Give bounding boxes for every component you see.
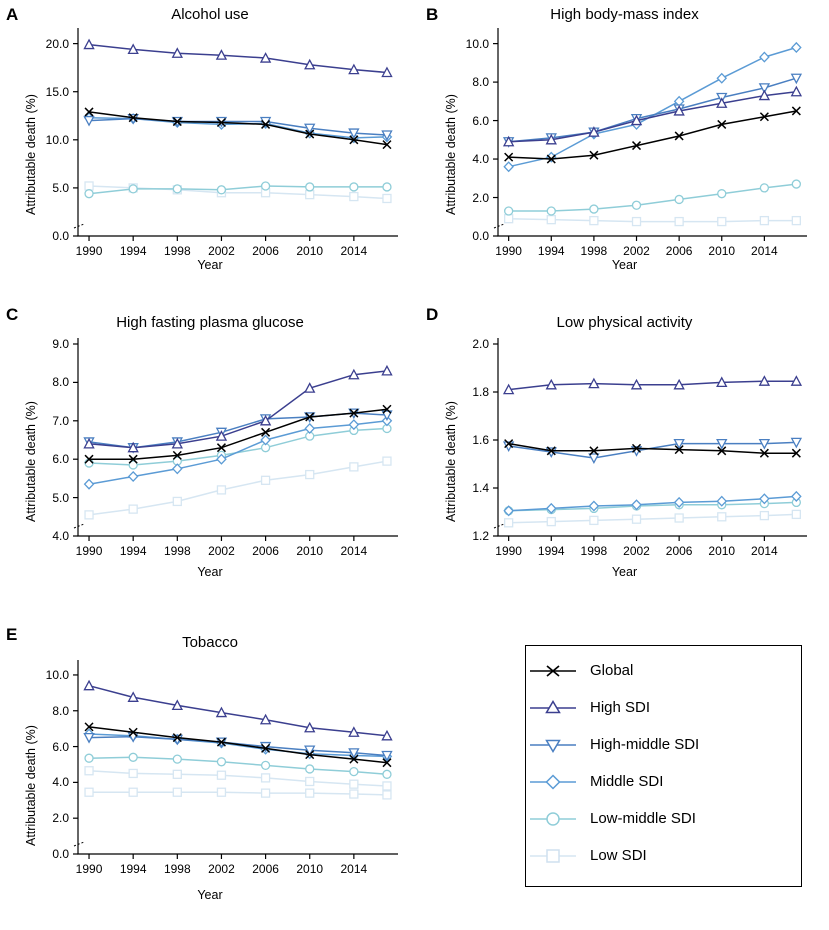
series-marker [173,788,181,796]
series-marker [383,457,391,465]
series-marker [306,471,314,479]
y-tick-label: 6.0 [52,452,69,467]
y-tick-label: 10.0 [45,132,69,147]
series-marker [261,435,270,444]
series-marker [306,789,314,797]
x-tick-label: 1990 [75,544,103,558]
y-tick-label: 8.0 [52,375,69,390]
legend-label-high-middle-sdi: High-middle SDI [590,736,700,753]
series-line [89,371,387,448]
legend-item-low-sdi [526,837,801,874]
x-tick-label: 2002 [208,544,235,558]
series-marker [760,52,769,61]
series-marker [383,782,391,790]
x-tick-label: 1994 [537,244,565,258]
panel-title-e: Tobacco [182,634,238,651]
legend-swatch-middle-sdi [526,772,580,792]
series-marker [547,153,556,162]
x-axis-label-b: Year [611,258,638,272]
series-marker [85,190,93,198]
panel-letter-e: E [6,625,18,644]
x-tick-label: 2014 [340,244,368,258]
y-tick-label: 4.0 [52,529,69,543]
series-marker [129,472,138,481]
legend-item-middle-sdi [526,763,801,800]
y-tick-label: 8.0 [472,75,489,90]
y-tick-label: 9.0 [52,337,69,351]
panel-title-c: High fasting plasma glucose [116,314,304,331]
series-marker [505,207,513,215]
x-tick-label: 2006 [665,244,693,258]
y-tick-label: 10.0 [465,36,489,51]
series-marker [84,681,93,690]
x-axis-label-d: Year [611,565,638,579]
x-axis-label-a: Year [197,258,223,272]
series-marker [590,205,598,213]
y-tick-label: 1.2 [472,529,489,543]
series-marker [305,424,314,433]
y-tick-label: 2.0 [472,337,489,351]
x-tick-label: 2010 [708,244,736,258]
y-axis-label-c: Attributable death (%) [24,401,38,522]
series-marker [383,770,391,778]
x-tick-label: 1998 [163,244,191,258]
y-tick-label: 5.0 [52,180,69,195]
x-tick-label: 1990 [495,244,522,258]
x-tick-label: 2014 [751,244,778,258]
y-tick-label: 1.6 [472,433,489,447]
x-tick-label: 2010 [296,244,324,258]
series-marker [129,505,137,513]
legend-swatch-low-sdi [526,846,580,866]
series-line [509,78,797,142]
legend-item-high-middle-sdi [526,726,801,763]
series-marker [85,754,93,762]
x-tick-label: 2002 [623,544,650,558]
y-tick-label: 0.0 [472,229,489,243]
series-marker [718,190,726,198]
series-marker [383,791,391,799]
y-tick-label: 15.0 [45,84,69,99]
series-marker [590,217,598,225]
panel-tobacco [0,610,420,910]
y-tick-label: 4.0 [52,775,69,790]
series-marker [675,195,683,203]
y-axis-label-a: Attributable death (%) [24,94,38,215]
legend-label-low-sdi: Low SDI [590,847,647,864]
series-marker [675,514,683,522]
series-marker [173,755,181,763]
x-tick-label: 2002 [208,244,235,258]
series-marker [129,185,137,193]
x-tick-label: 2006 [252,862,279,876]
y-tick-label: 10.0 [45,667,69,682]
series-marker [262,182,270,190]
legend-label-high-sdi: High SDI [590,699,651,716]
y-axis-label-b: Attributable death (%) [444,94,458,215]
series-marker [633,201,641,209]
x-axis-label-c: Year [197,565,223,579]
legend-swatch-global [526,661,580,681]
series-marker [350,193,358,201]
x-tick-label: 2014 [751,544,778,558]
series-marker [85,511,93,519]
series-marker [129,769,137,777]
legend-label-middle-sdi: Middle SDI [590,773,664,790]
series-marker [217,771,225,779]
panel-low-physical-activity [420,300,829,590]
x-tick-label: 1994 [537,544,565,558]
series-marker [717,74,726,83]
series-marker [173,770,181,778]
series-marker [547,207,555,215]
panel-high-fasting-plasma-glucose [0,300,420,590]
y-tick-label: 7.0 [52,413,69,428]
series-marker [173,185,181,193]
series-marker [675,218,683,226]
series-marker [306,191,314,199]
series-marker [792,510,800,518]
series-marker [383,183,391,191]
x-axis-label-e: Year [197,888,223,902]
y-tick-label: 0.0 [52,847,69,861]
x-tick-label: 1990 [75,862,103,876]
legend-swatch-high-middle-sdi [526,735,580,755]
legend-swatch-high-sdi [526,698,580,718]
series-marker [173,497,181,505]
panel-letter-c: C [6,305,19,324]
legend-label-low-middle-sdi: Low-middle SDI [590,810,696,827]
x-tick-label: 1994 [119,544,147,558]
series-marker [262,789,270,797]
x-tick-label: 2010 [708,544,736,558]
series-marker [350,463,358,471]
series-marker [129,753,137,761]
series-marker [792,217,800,225]
series-marker [504,162,513,171]
series-marker [262,476,270,484]
panel-alcohol-use [0,0,420,290]
legend-label-global: Global [590,662,634,679]
series-marker [547,216,555,224]
y-tick-label: 5.0 [52,490,69,505]
panel-high-bmi [420,0,829,290]
x-tick-label: 1998 [580,244,608,258]
series-marker [718,513,726,521]
y-tick-label: 20.0 [45,36,69,51]
y-axis-label-d: Attributable death (%) [444,401,458,522]
x-tick-label: 1998 [580,544,608,558]
panel-title-b: High body-mass index [550,6,699,23]
x-tick-label: 1998 [163,862,191,876]
series-marker [350,183,358,191]
series-marker [306,765,314,773]
series-marker [306,777,314,785]
x-tick-label: 2006 [665,544,693,558]
y-tick-label: 6.0 [472,113,489,128]
series-marker [792,43,801,52]
series-marker [85,480,94,489]
series-marker [760,512,768,520]
x-tick-label: 2014 [340,544,368,558]
legend-item-low-middle-sdi [526,800,801,837]
x-tick-label: 2006 [252,544,279,558]
series-marker [718,218,726,226]
y-tick-label: 4.0 [472,152,489,167]
y-tick-label: 8.0 [52,703,69,718]
panel-letter-d: D [426,305,439,324]
x-tick-label: 2002 [623,244,650,258]
series-marker [262,774,270,782]
x-tick-label: 2010 [296,862,324,876]
y-tick-label: 1.4 [472,481,489,495]
y-tick-label: 6.0 [52,739,69,754]
x-tick-label: 2006 [252,244,279,258]
x-tick-label: 1994 [119,244,147,258]
x-tick-label: 2002 [208,862,235,876]
y-tick-label: 2.0 [52,811,69,826]
legend-item-high-sdi [526,689,801,726]
series-marker [85,767,93,775]
x-tick-label: 1998 [163,544,191,558]
series-marker [217,758,225,766]
panel-title-a: Alcohol use [171,6,249,23]
panel-title-d: Low physical activity [556,314,693,331]
series-marker [350,768,358,776]
legend [525,645,802,887]
series-marker [760,184,768,192]
x-tick-label: 2014 [340,862,368,876]
series-marker [129,788,137,796]
series-marker [217,788,225,796]
series-marker [633,515,641,523]
series-marker [760,217,768,225]
series-marker [262,761,270,769]
series-marker [217,486,225,494]
series-marker [350,780,358,788]
x-tick-label: 1990 [495,544,522,558]
y-tick-label: 1.8 [472,385,489,399]
series-marker [85,182,93,190]
series-marker [633,218,641,226]
series-marker [547,518,555,526]
panel-letter-a: A [6,5,19,24]
series-line [509,48,797,167]
series-marker [590,516,598,524]
series-marker [505,519,513,527]
x-tick-label: 2010 [296,544,324,558]
legend-item-global [526,652,801,689]
x-tick-label: 1990 [75,244,103,258]
series-marker [505,215,513,223]
series-marker [306,183,314,191]
series-marker [85,788,93,796]
series-marker [217,186,225,194]
panel-letter-b: B [426,5,439,24]
series-marker [792,180,800,188]
y-tick-label: 2.0 [472,190,489,205]
series-marker [350,790,358,798]
series-marker [383,194,391,202]
x-tick-label: 1994 [119,862,147,876]
y-tick-label: 0.0 [52,229,69,243]
y-axis-label-e: Attributable death (%) [24,725,38,846]
legend-swatch-low-middle-sdi [526,809,580,829]
series-marker [173,464,182,473]
